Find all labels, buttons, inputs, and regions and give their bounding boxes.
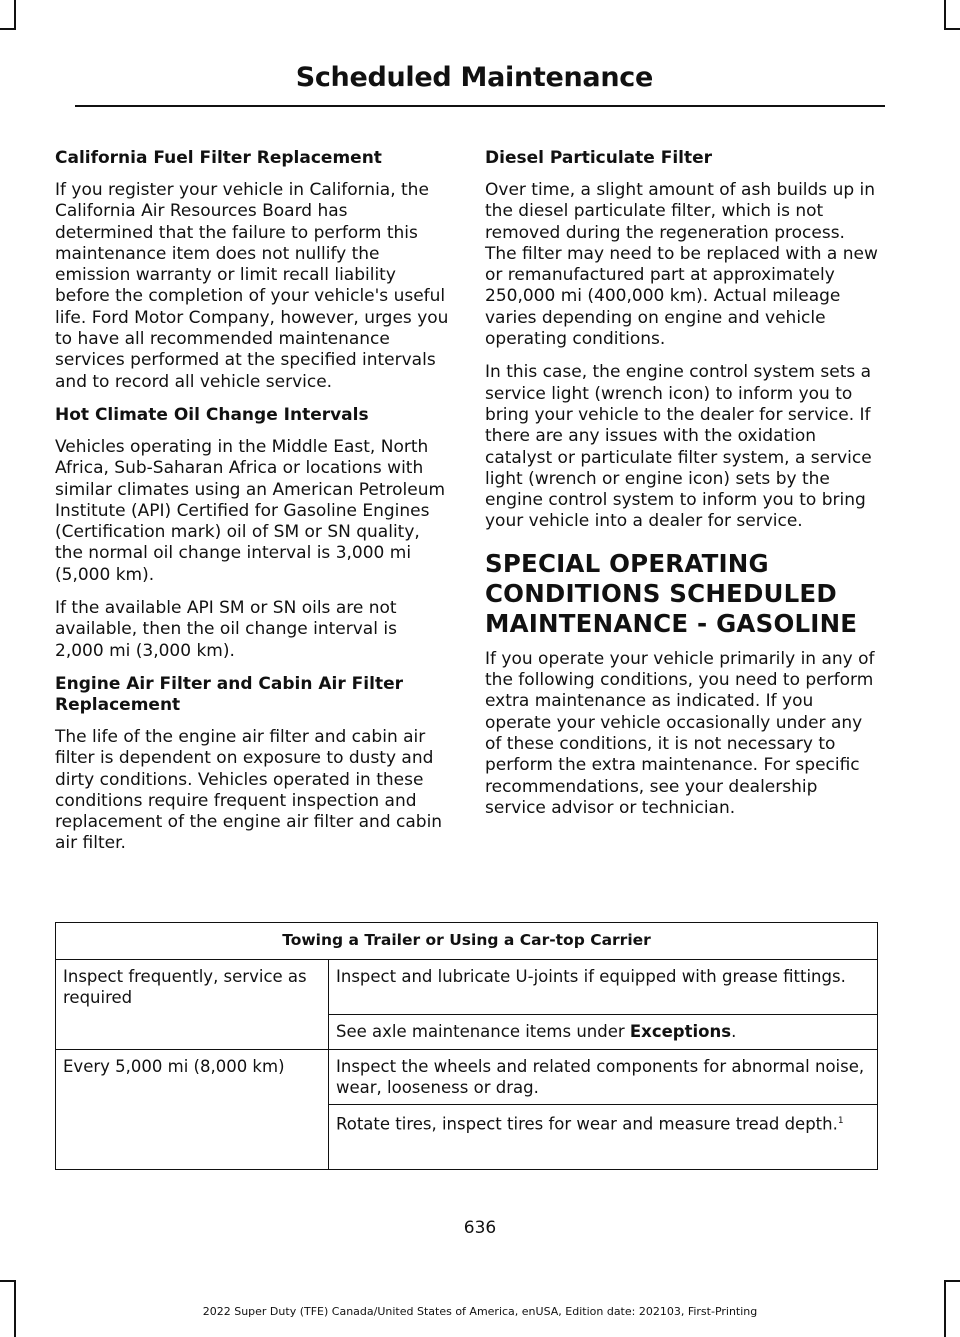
table-row	[56, 1105, 878, 1170]
page-number: 636	[463, 1218, 497, 1238]
left-column	[55, 148, 450, 867]
footnote-marker: 1	[837, 1116, 844, 1126]
axle-note-prefix: See axle maintenance items under	[336, 1022, 630, 1041]
paragraph-special-operating: If you operate your vehicle primarily in any of the following conditions, you need to perform extra maintenance as indicated. If you operate your vehicle occasionally under any of these conditions, it is not necessary to perform the extra maintenance. For specific recommendations, see your dealership service advisor or technician.	[485, 648, 875, 818]
crop-mark-bottom-left-h	[0, 1280, 16, 1282]
tire-rotation-text: Rotate tires, inspect tires for wear and measure tread depth.	[336, 1114, 838, 1134]
action-cell	[329, 1105, 878, 1170]
paragraph-california-fuel-filter: If you register your vehicle in California, the California Air Resources Board has determined that the failure to perform this maintenance item does not nullify the emission warranty or limit recall liability before the completion of your vehicle's useful life. Ford Motor Company, however, urges you to have all recommended maintenance services performed at the specified intervals and to record all vehicle service.	[55, 180, 449, 392]
table-row	[56, 1050, 878, 1105]
axle-note-suffix: .	[731, 1022, 737, 1041]
paragraph-air-filter: The life of the engine air filter and cabin air filter is dependent on exposure to dusty and dirty conditions. Vehicles operated in these conditions require frequent inspection and replacement of the engine air filter and cabin air filter.	[55, 726, 443, 854]
paragraph-hot-climate-oil: Vehicles operating in the Middle East, North Africa, Sub-Saharan Africa or locations with similar climates using an American Petroleum Institute (API) Certified for Gasoline Engines (Certification mark) oil of SM or SN quality, the normal oil change interval is 3,000 mi (5,000 km).	[55, 436, 446, 585]
interval-cell: Inspect frequently, service as required	[56, 960, 329, 1015]
interval-cell-empty	[56, 1015, 329, 1050]
heading-california-fuel-filter: California Fuel Filter Replacement	[55, 148, 382, 168]
table-row	[56, 960, 878, 1015]
paragraph-dpf-service-light: In this case, the engine control system sets a service light (wrench icon) to inform you to bring your vehicle to the dealer for service. If there are any issues with the oxidation catalyst or particulate filter system, a service light (wrench or engine icon) sets by the engine control system to inform you to bring your vehicle into a dealer for service.	[485, 362, 872, 532]
table-row	[56, 1015, 878, 1050]
paragraph-api-oils: If the available API SM or SN oils are not available, then the oil change interval is 2,000 mi (3,000 km).	[55, 598, 397, 661]
paragraph-dpf-ash: Over time, a slight amount of ash builds up in the diesel particulate filter, which is not removed during the regeneration process. The filter may need to be replaced with a new or remanufactured part at approximately 250,000 mi (400,000 km). Actual mileage varies depending on engine and vehicle operating conditions.	[485, 180, 878, 350]
exceptions-link-text: Exceptions	[629, 1022, 732, 1041]
table-title: Towing a Trailer or Using a Car-top Carrier	[56, 923, 878, 960]
action-cell: Inspect and lubricate U-joints if equipped with grease fittings.	[329, 960, 878, 1015]
footer-edition-info: 2022 Super Duty (TFE) Canada/United States of America, enUSA, Edition date: 202103, First-Printing	[202, 1305, 758, 1318]
section-heading-special-operating: SPECIAL OPERATING CONDITIONS SCHEDULED MAINTENANCE - GASOLINE	[485, 548, 858, 638]
heading-hot-climate-oil: Hot Climate Oil Change Intervals	[55, 404, 369, 425]
heading-air-filter-replacement: Engine Air Filter and Cabin Air Filter Replacement	[55, 673, 403, 715]
action-cell	[329, 1015, 878, 1050]
crop-mark-top-left-v	[14, 0, 16, 30]
crop-mark-top-left-h	[0, 28, 16, 30]
maintenance-table	[55, 922, 878, 1170]
heading-diesel-particulate-filter: Diesel Particulate Filter	[485, 148, 713, 168]
header-divider	[75, 105, 885, 107]
action-cell: Inspect the wheels and related components for abnormal noise, wear, looseness or drag.	[329, 1050, 878, 1105]
crop-mark-top-right-h	[944, 28, 960, 30]
crop-mark-bottom-right-h	[944, 1280, 960, 1282]
page-header-title: Scheduled Maintenance	[295, 62, 653, 93]
interval-cell-empty	[56, 1105, 329, 1170]
crop-mark-top-right-v	[944, 0, 946, 30]
right-column	[485, 148, 880, 831]
interval-cell: Every 5,000 mi (8,000 km)	[56, 1050, 329, 1105]
